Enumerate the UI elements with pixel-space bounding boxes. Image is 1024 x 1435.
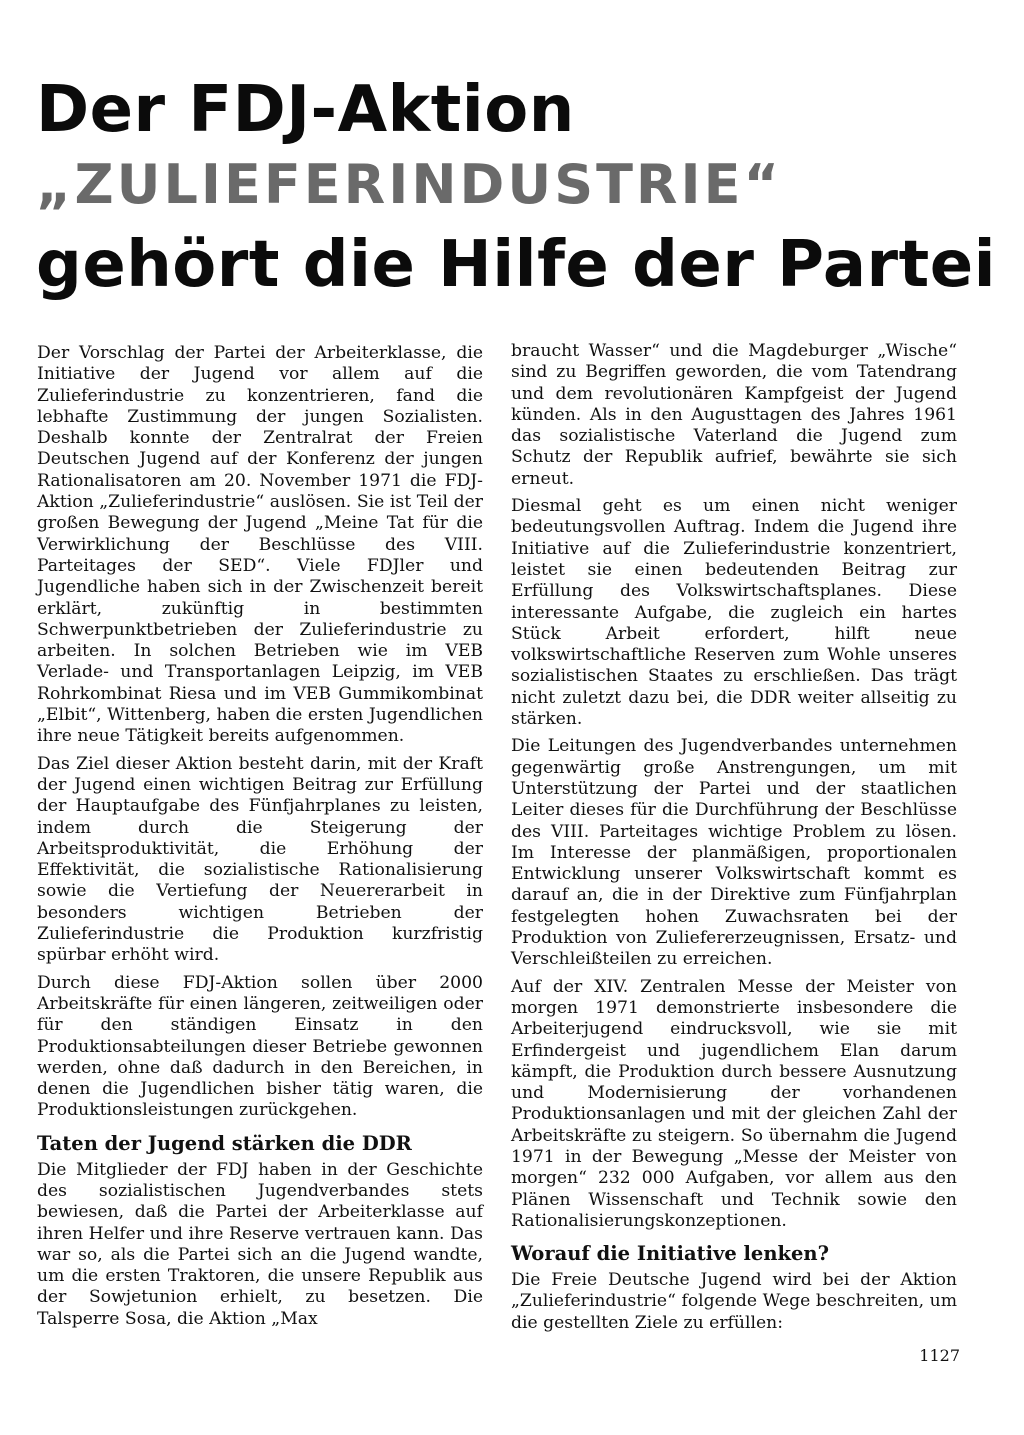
headline-line-1: Der FDJ-Aktion: [36, 73, 575, 147]
page-number: 1127: [919, 1346, 960, 1365]
left-paragraph-3: Durch diese FDJ-Aktion sollen über 2000 Arbeitskräfte für einen längeren, zeitweiligen oder für den ständigen Einsatz in den Produktionsabteilungen dieser Betriebe gewonnen werden, ohne daß dadurch in den Bereichen, in denen die Jugendlichen bisher tätig waren, die Produktionsleistungen zurückgehen.: [37, 972, 483, 1121]
left-paragraph-1: Der Vorschlag der Partei der Arbeiterklasse, die Initiative der Jugend vor allem auf die Zulieferindustrie zu konzentrieren, fand die lebhafte Zustimmung der jungen Sozialisten. Deshalb konnte der Zentralrat der Freien Deutschen Jugend auf der Konferenz der jungen Rationalisatoren am 20. November 1971 die FDJ-Aktion „Zulieferindustrie“ auslösen. Sie ist Teil der großen Bewegung der Jugend „Meine Tat für die Verwirklichung der Beschlüsse des VIII. Parteitages der SED“. Viele FDJler und Jugendliche haben sich in der Zwischenzeit bereit erklärt, zukünftig in bestimmten Schwerpunktbetrieben der Zulieferindustrie zu arbeiten. In solchen Betrieben wie im VEB Verlade- und Transportanlagen Leipzig, im VEB Rohrkombinat Riesa und im VEB Gummikombinat „Elbit“, Wittenberg, haben die ersten Jugendlichen ihre neue Tätigkeit bereits aufgenommen.: [37, 343, 483, 747]
right-paragraph-1: braucht Wasser“ und die Magdeburger „Wische“ sind zu Begriffen geworden, die vom Tatendrang und dem revolutionären Kampfgeist der Jugend künden. Als in den Augusttagen des Jahres 1961 das sozialistische Vaterland die Jugend zum Schutz der Republik aufrief, bewährte sie sich erneut.: [511, 341, 957, 489]
left-column: [37, 343, 483, 1336]
section-heading-taten: Taten der Jugend stärken die DDR: [37, 1131, 412, 1155]
right-paragraph-2: Diesmal geht es um einen nicht weniger bedeutungsvollen Auftrag. Indem die Jugend ihre Initiative auf die Zulieferindustrie konzentriert, leistet sie einen bedeutenden Beitrag zur Erfüllung des Volkswirtschaftsplanes. Diese interessante Aufgabe, die zugleich ein hartes Stück Arbeit erfordert, hilft neue volkswirtschaftliche Reserven zum Wohle unseres sozialistischen Staates zu erschließen. Das trägt nicht zuletzt dazu bei, die DDR weiter allseitig zu stärken.: [511, 496, 957, 730]
article-headline: [36, 72, 996, 308]
right-paragraph-4: Auf der XIV. Zentralen Messe der Meister von morgen 1971 demonstrierte insbesondere die Arbeiterjugend eindrucksvoll, wie sie mit Erfindergeist und jugendlichem Elan darum kämpft, die Produktion durch bessere Ausnutzung und Modernisierung der vorhandenen Produktionsanlagen und mit der gleichen Zahl der Arbeitskräfte zu steigern. So übernahm die Jugend 1971 in der Bewegung „Messe der Meister von morgen“ 232 000 Aufgaben, vor allem aus den Plänen Wissenschaft und Technik sowie den Rationalisierungskonzeptionen.: [511, 976, 957, 1231]
headline-line-2: „ZULIEFERINDUSTRIE“: [36, 153, 782, 216]
section-heading-worauf: Worauf die Initiative lenken?: [511, 1242, 830, 1266]
headline-line-3: gehört die Hilfe der Partei: [36, 228, 997, 302]
right-paragraph-5: Die Freie Deutsche Jugend wird bei der Aktion „Zulieferindustrie“ folgende Wege beschreiten, um die gestellten Ziele zu erfüllen:: [511, 1270, 957, 1333]
right-column: [511, 341, 957, 1340]
left-paragraph-4: Die Mitglieder der FDJ haben in der Geschichte des sozialistischen Jugendverbandes stets bewiesen, daß die Partei der Arbeiterklasse auf ihren Helfer und ihre Reserve vertrauen kann. Das war so, als die Partei sich an die Jugend wandte, um die ersten Traktoren, die unsere Republik aus der Sowjetunion erhielt, zu besetzen. Die Talsperre Sosa, die Aktion „Max: [37, 1159, 483, 1329]
right-paragraph-3: Die Leitungen des Jugendverbandes unternehmen gegenwärtig große Anstrengungen, um mit Unterstützung der Partei und der staatlichen Leiter dieses für die Durchführung der Beschlüsse des VIII. Parteitages wichtige Problem zu lösen. Im Interesse der planmäßigen, proportionalen Entwicklung unserer Volkswirtschaft kommt es darauf an, die in der Direktive zum Fünfjahrplan festgelegten hohen Zuwachsraten bei der Produktion von Zuliefererzeugnissen, Ersatz- und Verschleißteilen zu erreichen.: [511, 736, 957, 970]
left-paragraph-2: Das Ziel dieser Aktion besteht darin, mit der Kraft der Jugend einen wichtigen Beitrag zur Erfüllung der Hauptaufgabe des Fünfjahrplanes zu leisten, indem durch die Steigerung der Arbeitsproduktivität, die Erhöhung der Effektivität, die sozialistische Rationalisierung sowie die Vertiefung der Neuererarbeit in besonders wichtigen Betrieben der Zulieferindustrie die Produktion kurzfristig spürbar erhöht wird.: [37, 753, 483, 966]
